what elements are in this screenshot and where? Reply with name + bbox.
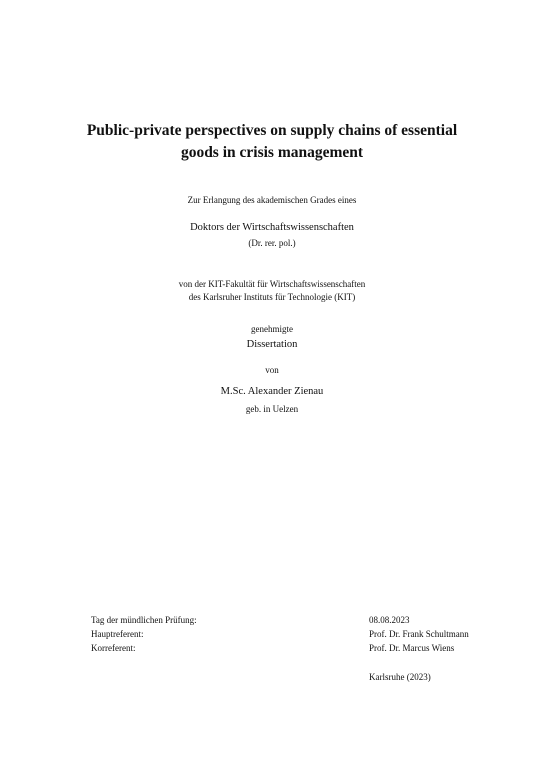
faculty-line-2: des Karlsruher Instituts für Technologie (KIT)	[188, 292, 356, 302]
degree-name: Doktors der Wirtschaftswissenschaften	[190, 222, 354, 233]
main-referee-value: Prof. Dr. Frank Schultmann	[369, 629, 469, 639]
dissertation-label: Dissertation	[246, 339, 298, 350]
author-name: M.Sc. Alexander Zienau	[220, 386, 324, 397]
exam-date-value: 08.08.2023	[369, 615, 410, 625]
degree-abbreviation: (Dr. rer. pol.)	[248, 238, 296, 248]
exam-date-label: Tag der mündlichen Prüfung:	[91, 615, 197, 625]
document-title-line-1: Public-private perspectives on supply chains of essential	[86, 122, 458, 139]
document-title-line-2: goods in crisis management	[180, 144, 364, 161]
approved-text: genehmigte	[251, 324, 293, 334]
birthplace: geb. in Uelzen	[245, 404, 299, 414]
document-title	[0, 120, 544, 164]
co-referee-label: Korreferent:	[91, 643, 136, 653]
faculty-line-1: von der KIT-Fakultät für Wirtschaftswissenschaften	[178, 279, 366, 289]
by-text: von	[265, 365, 279, 375]
main-referee-label: Hauptreferent:	[91, 629, 144, 639]
intro-text: Zur Erlangung des akademischen Grades eines	[187, 195, 357, 205]
place-year: Karlsruhe (2023)	[369, 672, 431, 682]
co-referee-value: Prof. Dr. Marcus Wiens	[369, 643, 455, 653]
